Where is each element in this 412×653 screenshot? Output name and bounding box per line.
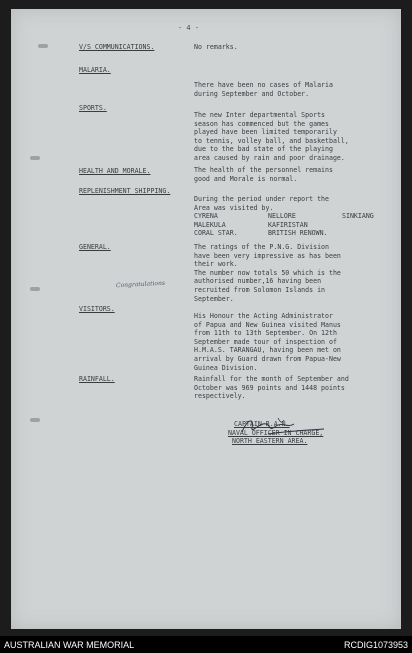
body-health-and-morale: The health of the personnel remains good and Morale is normal. <box>194 166 333 183</box>
archive-footer <box>0 636 412 653</box>
heading-vs-communications: V/S COMMUNICATIONS. <box>79 43 155 51</box>
heading-sports: SPORTS. <box>79 104 107 112</box>
body-rainfall: Rainfall for the month of September and October was 969 points and 1448 points respectively. <box>194 375 349 401</box>
heading-replenishment-shipping: REPLENISHMENT SHIPPING. <box>79 187 171 195</box>
punch-hole <box>38 44 48 48</box>
heading-rainfall: RAINFALL. <box>79 375 115 383</box>
body-visitors: His Honour the Acting Administrator of Papua and New Guinea visited Manus from 11th to 13th September. On 12th September made tour of inspection of H.M.A.S. TARANGAU, having been met on arrival by Guard drawn from Papua-New Guinea Division. <box>194 312 341 372</box>
signature-rank: CAPTAIN R.A.N. <box>234 420 290 428</box>
ship-name: CORAL STAR. <box>194 229 238 238</box>
ship-name <box>342 229 402 238</box>
ship-name <box>342 221 402 230</box>
body-general: The ratings of the P.N.G. Division have been very impressive as has been their work. The number now totals 50 which is the authorised number,16 having been recruited from Solomon Islands in September. <box>194 243 341 303</box>
heading-general: GENERAL. <box>79 243 111 251</box>
punch-hole <box>30 156 40 160</box>
punch-hole <box>30 418 40 422</box>
signature-title: NAVAL OFFICER IN CHARGE, <box>228 428 324 437</box>
ship-name: NELLORE <box>268 212 296 220</box>
archive-id: RCDIG1073953 <box>343 640 408 650</box>
body-sports: The new Inter departmental Sports season has commenced but the games played have been limited temporarily to tennis, volley ball, and basketball, due to the bad state of the playing area caused by rain and poor drainage. <box>194 111 349 162</box>
ship-list <box>194 212 402 238</box>
ship-name: KAFIRISTAN <box>268 220 308 229</box>
heading-malaria: MALARIA. <box>79 66 111 74</box>
body-malaria: There have been no cases of Malaria during September and October. <box>194 81 333 98</box>
punch-hole <box>30 287 40 291</box>
body-replenishment-shipping: During the period under report the Area was visited by. <box>194 195 329 212</box>
handwritten-margin-note: Congratulations <box>115 279 166 290</box>
body-vs-communications: No remarks. <box>194 43 238 51</box>
ship-name: MALEKULA <box>194 220 226 229</box>
signature-block <box>228 420 323 446</box>
archive-name: AUSTRALIAN WAR MEMORIAL <box>4 640 135 650</box>
heading-visitors: VISITORS. <box>79 305 115 313</box>
ship-name: SINKIANG <box>342 212 374 220</box>
signature-area: NORTH EASTERN AREA. <box>232 437 308 446</box>
ship-name: BRITISH RENOWN. <box>268 229 328 238</box>
ship-name: CYRENA <box>194 212 218 220</box>
heading-health-and-morale: HEALTH AND MORALE. <box>79 167 151 175</box>
page-number: - 4 - <box>178 24 200 32</box>
